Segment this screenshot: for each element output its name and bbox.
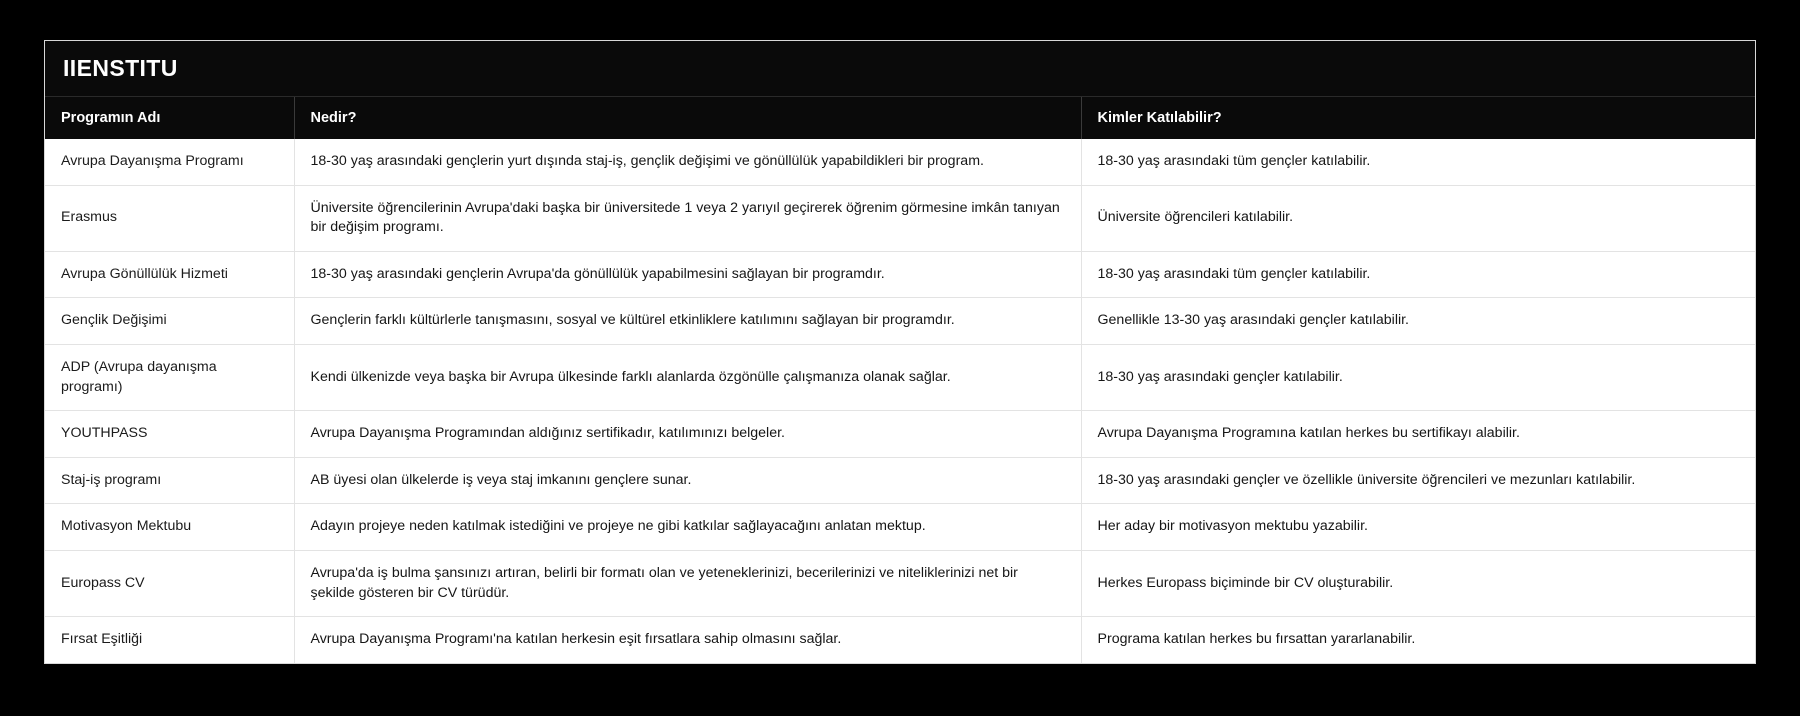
table-header-row [45,97,1755,139]
cell-description: 18-30 yaş arasındaki gençlerin yurt dışında staj-iş, gençlik değişimi ve gönüllülük yapabildikleri bir program. [294,139,1081,185]
table-row [45,504,1755,551]
cell-description: Avrupa'da iş bulma şansınızı artıran, belirli bir formatı olan ve yeteneklerinizi, becerilerinizi ve niteliklerinizi net bir şekilde gösteren bir CV türüdür. [294,550,1081,616]
table-row [45,617,1755,663]
cell-description: Avrupa Dayanışma Programından aldığınız sertifikadır, katılımınızı belgeler. [294,411,1081,458]
cell-eligibility: 18-30 yaş arasındaki tüm gençler katılabilir. [1081,251,1755,298]
cell-description: Avrupa Dayanışma Programı'na katılan herkesin eşit fırsatlara sahip olmasını sağlar. [294,617,1081,663]
table-body [45,139,1755,663]
cell-eligibility: 18-30 yaş arasındaki gençler ve özellikle üniversite öğrencileri ve mezunları katılabilir. [1081,457,1755,504]
cell-description: 18-30 yaş arasındaki gençlerin Avrupa'da gönüllülük yapabilmesini sağlayan bir programdır. [294,251,1081,298]
cell-program-name: Gençlik Değişimi [45,298,294,345]
brand-bar [45,41,1755,97]
cell-eligibility: 18-30 yaş arasındaki tüm gençler katılabilir. [1081,139,1755,185]
table-header [45,97,1755,139]
cell-program-name: Staj-iş programı [45,457,294,504]
cell-description: AB üyesi olan ülkelerde iş veya staj imkanını gençlere sunar. [294,457,1081,504]
column-header-program-name: Programın Adı [45,97,294,139]
cell-eligibility: Programa katılan herkes bu fırsattan yararlanabilir. [1097,631,1416,648]
cell-eligibility: 18-30 yaş arasındaki gençler katılabilir. [1081,344,1755,410]
cell-description: Üniversite öğrencilerinin Avrupa'daki başka bir üniversitede 1 veya 2 yarıyıl geçirerek öğrenim görmesine imkân tanıyan bir değişim programı. [294,185,1081,251]
column-header-what-is-it: Nedir? [294,97,1081,139]
cell-program-name: Fırsat Eşitliği [45,617,294,663]
cell-program-name: YOUTHPASS [45,411,294,458]
cell-eligibility: Avrupa Dayanışma Programına katılan herkes bu sertifikayı alabilir. [1081,411,1755,458]
table-row [45,457,1755,504]
cell-eligibility: Üniversite öğrencileri katılabilir. [1081,185,1755,251]
brand-logo: IIENSTITU [63,55,178,81]
cell-program-name: Motivasyon Mektubu [45,504,294,551]
cell-eligibility: Her aday bir motivasyon mektubu yazabilir. [1081,504,1755,551]
cell-description: Adayın projeye neden katılmak istediğini ve projeye ne gibi katkılar sağlayacağını anlatan mektup. [294,504,1081,551]
cell-program-name: Erasmus [45,185,294,251]
cell-description: Gençlerin farklı kültürlerle tanışmasını, sosyal ve kültürel etkinliklere katılımını sağlayan bir programdır. [294,298,1081,345]
table-row [45,411,1755,458]
table-row [45,185,1755,251]
program-table [45,97,1755,663]
column-header-who-can-join: Kimler Katılabilir? [1081,97,1755,139]
table-row [45,298,1755,345]
cell-program-name: Europass CV [45,550,294,616]
table-row [45,139,1755,185]
cell-program-name: Avrupa Dayanışma Programı [45,139,294,185]
table-row [45,251,1755,298]
cell-eligibility: Herkes Europass biçiminde bir CV oluşturabilir. [1081,550,1755,616]
cell-eligibility: Genellikle 13-30 yaş arasındaki gençler katılabilir. [1081,298,1755,345]
cell-program-name: Avrupa Gönüllülük Hizmeti [45,251,294,298]
table-row [45,550,1755,616]
cell-description: Kendi ülkenizde veya başka bir Avrupa ülkesinde farklı alanlarda özgönülle çalışmanıza olanak sağlar. [294,344,1081,410]
cell-program-name: ADP (Avrupa dayanışma programı) [45,344,294,410]
table-row [45,344,1755,410]
program-table-card [44,40,1756,664]
